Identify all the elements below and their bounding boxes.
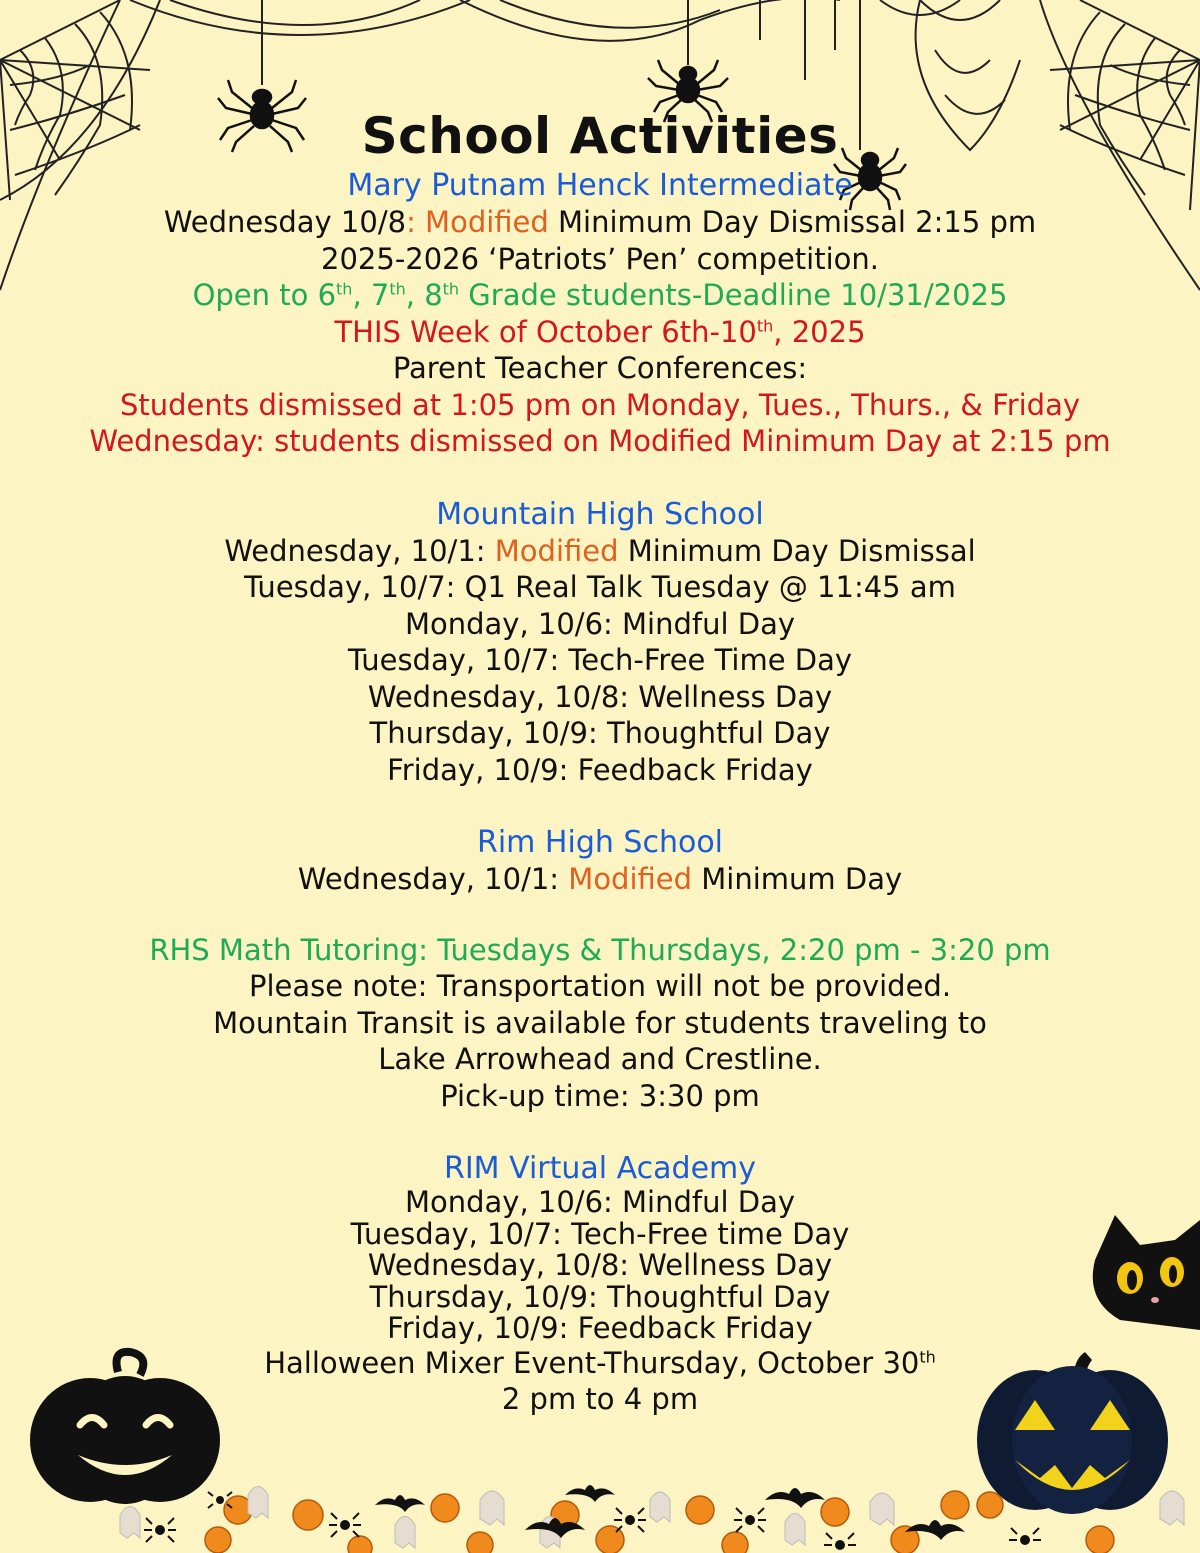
rhs-line: Pick-up time: 3:30 pm [440, 1078, 760, 1113]
rva-line: Wednesday, 10/8: Wellness Day [367, 1248, 833, 1282]
mphi-conferences-heading: Parent Teacher Conferences: [392, 351, 808, 385]
mphi-dismissal-weekdays: Students dismissed at 1:05 pm on Monday, Tues., Thurs., & Friday [119, 387, 1081, 422]
bat-icon [375, 1485, 965, 1540]
activities-content [0, 105, 1200, 1418]
mphi-patriots-pen: 2025-2026 ‘Patriots’ Pen’ competition. [321, 241, 879, 276]
mhs-line: Tuesday, 10/7: Q1 Real Talk Tuesday @ 11:45 am [244, 570, 956, 604]
mphi-open-grades: Open to 6th, 7th, 8th Grade students-Deadline 10/31/2025 [192, 278, 1008, 312]
rhs-math-tutoring: RHS Math Tutoring: Tuesdays & Thursdays, 2:20 pm - 3:20 pm [149, 932, 1051, 967]
rva-halloween-time: 2 pm to 4 pm [501, 1382, 699, 1416]
mhs-line: Tuesday, 10/7: Tech-Free Time Day [347, 643, 853, 677]
rva-halloween-mixer: Halloween Mixer Event-Thursday, October 30th [264, 1345, 936, 1380]
rva-line: Thursday, 10/9: Thoughtful Day [369, 1279, 831, 1314]
mphi-minimum-day: Wednesday 10/8: Modified Minimum Day Dismissal 2:15 pm [163, 205, 1037, 239]
rhs-minimum-day: Wednesday, 10/1: Modified Minimum Day [297, 862, 903, 896]
rva-line: Friday, 10/9: Feedback Friday [387, 1311, 813, 1345]
school-heading-mhs: Mountain High School [436, 496, 764, 532]
school-heading-rhs: Rim High School [476, 825, 724, 860]
halloween-border-strip [120, 1485, 1184, 1553]
mhs-line: Friday, 10/9: Feedback Friday [387, 752, 813, 787]
mhs-minimum-day: Wednesday, 10/1: Modified Minimum Day Dismissal [224, 533, 976, 568]
mphi-this-week: THIS Week of October 6th-10th, 2025 [334, 314, 866, 349]
mphi-dismissal-wednesday: Wednesday: students dismissed on Modified Minimum Day at 2:15 pm [89, 424, 1111, 458]
school-heading-mphi: Mary Putnam Henck Intermediate [347, 168, 853, 203]
school-heading-rva: RIM Virtual Academy [443, 1151, 757, 1186]
rva-line: Tuesday, 10/7: Tech-Free time Day [350, 1216, 850, 1251]
page-title: School Activities [361, 107, 839, 165]
rva-line: Monday, 10/6: Mindful Day [404, 1185, 796, 1219]
rhs-line: Lake Arrowhead and Crestline. [378, 1042, 822, 1076]
rhs-line: Mountain Transit is available for students traveling to [213, 1005, 987, 1040]
mhs-line: Wednesday, 10/8: Wellness Day [367, 679, 833, 714]
mhs-line: Monday, 10/6: Mindful Day [404, 606, 796, 641]
rhs-line: Please note: Transportation will not be provided. [248, 969, 952, 1003]
mhs-line: Thursday, 10/9: Thoughtful Day [369, 716, 831, 750]
